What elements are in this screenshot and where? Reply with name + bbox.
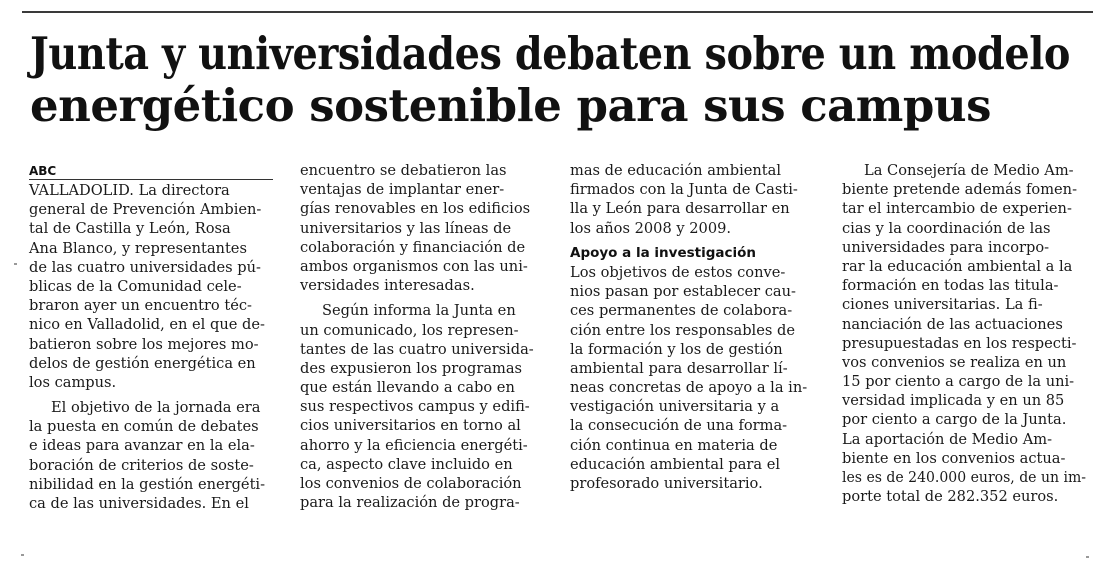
text-line: un comunicado, los represen- <box>300 321 519 339</box>
text-line: los campus. <box>29 373 117 391</box>
text-line: vos convenios se realiza en un <box>842 353 1067 371</box>
text-line: vestigación universitaria y a <box>570 398 780 416</box>
text-line: colaboración y financiación de <box>300 238 526 256</box>
text-line: braron ayer un encuentro téc- <box>29 297 252 315</box>
text-line: formación en todas las titula- <box>842 277 1059 295</box>
text-line: nios pasan por establecer cau- <box>570 283 796 301</box>
scan-speck <box>14 263 17 265</box>
text-line: La aportación de Medio Am- <box>842 430 1053 448</box>
text-line: ventajas de implantar ener- <box>300 181 505 199</box>
text-line: delos de gestión energética en <box>29 354 256 372</box>
text-line: e ideas para avanzar en la ela- <box>29 437 255 455</box>
text-line: batieron sobre los mejores mo- <box>29 335 259 353</box>
text-line: Ana Blanco, y representantes <box>29 239 247 257</box>
text-line: des expusieron los programas <box>300 359 523 377</box>
article-column-3 <box>570 161 814 493</box>
text-line: Según informa la Junta en <box>322 302 516 320</box>
text-line: ca de las universidades. En el <box>29 495 249 512</box>
article-column-2 <box>300 161 544 512</box>
headline-line-1: Junta y universidades debaten sobre un modelo <box>30 27 1070 80</box>
column-3-lines-top <box>570 161 814 238</box>
text-line: ambos organismos con las uni- <box>300 257 528 275</box>
text-line: tar el intercambio de experien- <box>842 200 1072 218</box>
text-line: encuentro se debatieron las <box>300 162 507 179</box>
text-line: universidades para incorpo- <box>842 238 1050 256</box>
text-line: versidades interesadas. <box>300 277 475 295</box>
text-line: educación ambiental para el <box>570 455 781 473</box>
scan-speck <box>21 554 24 556</box>
text-line: profesorado universitario. <box>570 475 763 492</box>
text-line: boración de criterios de soste- <box>29 456 254 474</box>
text-line: gías renovables en los edificios <box>300 200 531 218</box>
text-line: los años 2008 y 2009. <box>570 219 732 237</box>
text-line: que están llevando a cabo en <box>300 379 515 397</box>
column-1-lines <box>29 181 273 513</box>
text-line: les es de 240.000 euros, de un im- <box>842 469 1086 486</box>
article-column-1 <box>29 161 273 513</box>
scan-speck <box>1086 556 1089 558</box>
text-line: ción entre los responsables de <box>570 321 795 339</box>
text-line: por ciento a cargo de la Junta. <box>842 411 1067 429</box>
text-line: ces permanentes de colabora- <box>570 302 793 320</box>
text-line: la consecución de una forma- <box>570 417 788 435</box>
text-line: la puesta en común de debates <box>29 418 259 436</box>
headline-line-2: energético sostenible para sus campus <box>30 79 991 132</box>
text-line: rar la educación ambiental a la <box>842 257 1073 275</box>
top-rule <box>22 11 1093 13</box>
text-line: mas de educación ambiental <box>570 162 782 179</box>
text-line: biente pretende además fomen- <box>842 181 1077 199</box>
text-line: ción continua en materia de <box>570 436 778 454</box>
text-line: nibilidad en la gestión energéti- <box>29 475 266 493</box>
headline <box>30 28 1090 132</box>
byline-rule <box>29 179 273 180</box>
text-line: porte total de 282.352 euros. <box>842 488 1059 506</box>
text-line: tal de Castilla y León, Rosa <box>29 220 231 238</box>
byline: ABC <box>29 164 57 178</box>
text-line: general de Prevención Ambien- <box>29 201 262 219</box>
text-line: cias y la coordinación de las <box>842 219 1051 237</box>
text-line: biente en los convenios actua- <box>842 449 1066 467</box>
text-line: tantes de las cuatro universida- <box>300 340 534 358</box>
text-line: ciones universitarias. La fi- <box>842 296 1043 314</box>
text-line: 15 por ciento a cargo de la uni- <box>842 373 1075 391</box>
text-line: presupuestadas en los respecti- <box>842 334 1077 352</box>
text-line: La Consejería de Medio Am- <box>864 162 1074 179</box>
column-2-lines <box>300 161 544 512</box>
text-line: Los objetivos de estos conve- <box>570 263 786 281</box>
text-line: sus respectivos campus y edifi- <box>300 398 530 416</box>
text-line: los convenios de colaboración <box>300 475 522 492</box>
text-line: El objetivo de la jornada era <box>51 399 261 417</box>
subheading: Apoyo a la investigación <box>570 244 757 261</box>
column-4-lines <box>842 161 1086 506</box>
text-line: VALLADOLID. La directora <box>29 182 230 199</box>
text-line: ahorro y la eficiencia energéti- <box>300 436 528 454</box>
text-line: versidad implicada y en un 85 <box>842 392 1065 410</box>
text-line: universitarios y las líneas de <box>300 219 512 237</box>
text-line: nico en Valladolid, en el que de- <box>29 316 265 334</box>
text-line: ambiental para desarrollar lí- <box>570 359 788 377</box>
column-3-lines-bottom <box>570 263 814 493</box>
text-line: neas concretas de apoyo a la in- <box>570 379 808 397</box>
text-line: de las cuatro universidades pú- <box>29 258 261 276</box>
article-column-4 <box>842 161 1086 506</box>
text-line: nanciación de las actuaciones <box>842 315 1063 333</box>
text-line: lla y León para desarrollar en <box>570 200 790 218</box>
text-line: la formación y los de gestión <box>570 340 783 358</box>
text-line: ca, aspecto clave incluido en <box>300 455 513 473</box>
text-line: firmados con la Junta de Casti- <box>570 181 798 199</box>
text-line: para la realización de progra- <box>300 494 520 512</box>
text-line: cios universitarios en torno al <box>300 417 521 435</box>
text-line: blicas de la Comunidad cele- <box>29 277 242 295</box>
